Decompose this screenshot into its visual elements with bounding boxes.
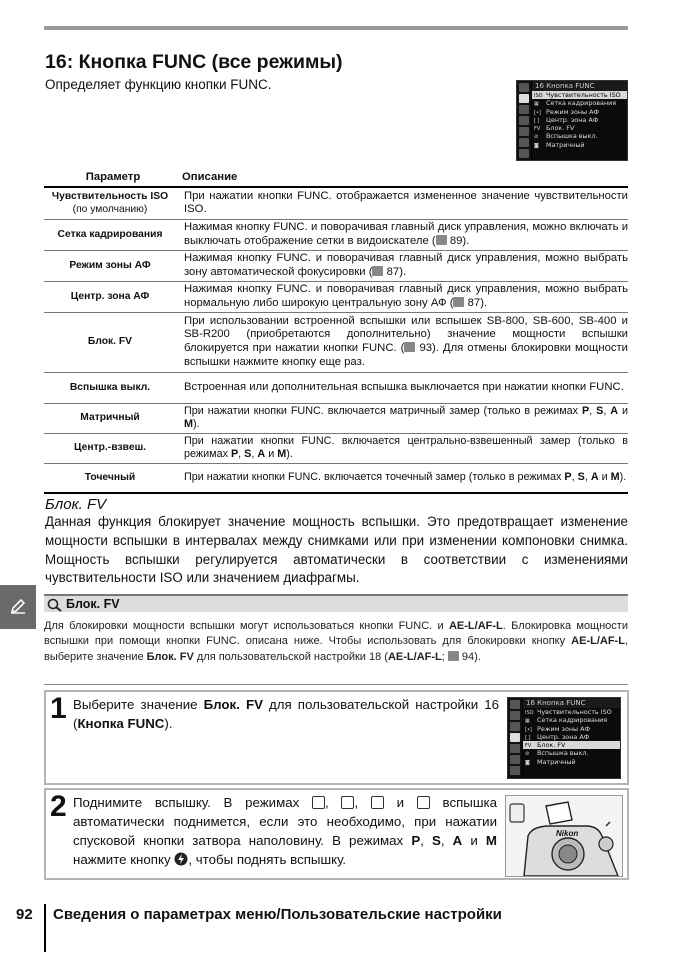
param-cell: Центр.-взвеш.: [44, 433, 182, 463]
page-title: 16: Кнопка FUNC (все режимы): [45, 51, 343, 73]
note-title: Блок. FV: [66, 597, 120, 611]
note-header: [44, 594, 628, 612]
fv-section-paragraph: Данная функция блокирует значение мощность вспышки. Это предотвращает изменение мощности вспышки в интервалах между снимками или при изменении компоновки снимка. Мощность вспышки регулируется автоматически в соответствии с изменениями чувствительности ISO или значением диафрагмы.: [45, 514, 628, 586]
camera-brand-label: Nikon: [556, 829, 579, 838]
menu-item: [ ] Центр. зона АФ: [525, 732, 590, 741]
page-number: 92: [16, 906, 33, 923]
default-note: (по умолчанию): [72, 204, 148, 216]
table-row: [44, 463, 628, 493]
camera-flash-illustration: [505, 795, 623, 877]
desc-cell: Нажимая кнопку FUNC. и поворачивая главный диск управления, можно выбрать зону автоматической фокусировки ( 87).: [182, 250, 628, 281]
menu-item: ISO Чувствительность ISO: [532, 91, 627, 99]
menu-screenshot-func-fv: [507, 697, 621, 779]
param-cell: Точечный: [44, 463, 182, 493]
step-number: 1: [50, 692, 66, 725]
desc-cell: Нажимая кнопку FUNC. и поворачивая главный диск управления, можно включать и выключать отображение сетки в видоискателе ( 89).: [182, 219, 628, 250]
table-row: [44, 281, 628, 312]
table-row: [44, 250, 628, 281]
menu-item: [•] Режим зоны АФ: [534, 107, 599, 116]
page-ref-icon: [453, 297, 464, 307]
step-2-box: [44, 788, 629, 880]
chapter-tab: [0, 585, 36, 629]
page-ref-icon: [404, 342, 415, 352]
footer-divider: [44, 904, 46, 952]
param-cell: Сетка кадрирования: [44, 219, 182, 250]
table-row: [44, 312, 628, 372]
flash-button-icon: [174, 852, 188, 866]
desc-cell: При нажатии кнопки FUNC. включается матричный замер (только в режимах P, S, A и M).: [182, 403, 628, 433]
menu-item: FV Блок. FV: [523, 741, 620, 749]
menu-item: [ ] Центр. зона АФ: [534, 115, 599, 124]
param-cell: Матричный: [44, 403, 182, 433]
param-cell: Вспышка выкл.: [44, 372, 182, 403]
table-row: [44, 433, 628, 463]
page-subtitle: Определяет функцию кнопки FUNC.: [45, 77, 272, 92]
menu-title: 16 Кнопка FUNC: [532, 81, 627, 91]
param-cell: Центр. зона АФ: [44, 281, 182, 312]
portrait-mode-icon: [341, 796, 354, 809]
desc-cell: Встроенная или дополнительная вспышка выключается при нажатии кнопки FUNC.: [182, 372, 628, 403]
menu-item: ⊘ Вспышка выкл.: [534, 132, 598, 141]
table-row: [44, 187, 628, 219]
night-portrait-mode-icon: [417, 796, 430, 809]
menu-sidebar: [517, 81, 531, 160]
param-cell: Режим зоны АФ: [44, 250, 182, 281]
menu-item: ▦ Сетка кадрирования: [525, 716, 608, 725]
page-ref-icon: [372, 266, 383, 276]
desc-cell: При нажатии кнопки FUNC. отображается измененное значение чувствительности ISO.: [182, 187, 628, 219]
page-ref-icon: [448, 651, 459, 661]
top-rule: [44, 26, 628, 30]
menu-item: ▦ Сетка кадрирования: [534, 99, 617, 108]
page-ref-icon: [436, 235, 447, 245]
menu-list: [532, 81, 627, 160]
step-1-box: [44, 690, 629, 785]
footer-chapter-title: Сведения о параметрах меню/Пользовательские настройки: [53, 906, 502, 923]
column-header-description: Описание: [182, 170, 628, 187]
column-header-parameter: Параметр: [44, 170, 182, 187]
step-2-text: Поднимите вспышку. В режимах , , и вспышка автоматически поднимется, если это необходимо, при нажатии спусковой кнопки затвора наполовину. В режимах P, S, A и M нажмите кнопку , чтобы поднять вспышку.: [73, 795, 498, 867]
menu-item: ◙ Матричный: [534, 140, 585, 149]
menu-item: ISO Чувствительность ISO: [525, 708, 612, 716]
menu-item: ⊘ Вспышка выкл.: [525, 749, 589, 758]
step-number: 2: [50, 790, 66, 823]
fv-section-heading: Блок. FV: [45, 496, 107, 513]
note-icon: [47, 598, 63, 612]
menu-item: ◙ Матричный: [525, 757, 576, 766]
note-rule: [44, 684, 628, 685]
menu-sidebar: [508, 698, 522, 778]
desc-cell: При нажатии кнопки FUNC. включается центрально-взвешенный замер (только в режимах P, S, A и M).: [182, 433, 628, 463]
menu-item: [•] Режим зоны АФ: [525, 724, 590, 733]
param-cell: Блок. FV: [44, 312, 182, 372]
menu-title: 16 Кнопка FUNC: [523, 698, 620, 708]
table-row: [44, 403, 628, 433]
macro-mode-icon: [371, 796, 384, 809]
parameter-table: [44, 170, 628, 494]
menu-list: [523, 698, 620, 778]
note-text: Для блокировки мощности вспышки могут использоваться кнопки FUNC. и AE-L/AF-L. Блокировка мощности вспышки при помощи кнопки FUNC. описана ниже. Чтобы использовать для блокировки кнопку AE-L/AF-L, выберите значение Блок. FV для пользовательской настройки 18 (AE-L/AF-L; 94).: [44, 620, 628, 663]
menu-screenshot-func-iso: [516, 80, 628, 161]
desc-cell: Нажимая кнопку FUNC. и поворачивая главный диск управления, можно выбрать нормальную либо широкую центральную зону АФ ( 87).: [182, 281, 628, 312]
table-row: [44, 372, 628, 403]
desc-cell: При использовании встроенной вспышки или вспышек SB-800, SB-600, SB-400 и SB-R200 (приобретаются дополнительно) значение мощности вспышки блокируется при нажатии кнопки FUNC. ( 93). Для отмены блокировки мощности вспышки нажмите кнопку еще раз.: [182, 312, 628, 372]
step-1-text: Выберите значение Блок. FV для пользовательской настройки 16 (Кнопка FUNC).: [73, 697, 499, 731]
pencil-icon: [9, 597, 27, 615]
table-row: [44, 219, 628, 250]
desc-cell: При нажатии кнопки FUNC. включается точечный замер (только в режимах P, S, A и M).: [182, 463, 628, 493]
auto-mode-icon: [312, 796, 325, 809]
menu-item: FV Блок. FV: [534, 124, 575, 133]
table-header-row: [44, 170, 628, 187]
param-cell: Чувствительность ISO (по умолчанию): [44, 187, 182, 219]
